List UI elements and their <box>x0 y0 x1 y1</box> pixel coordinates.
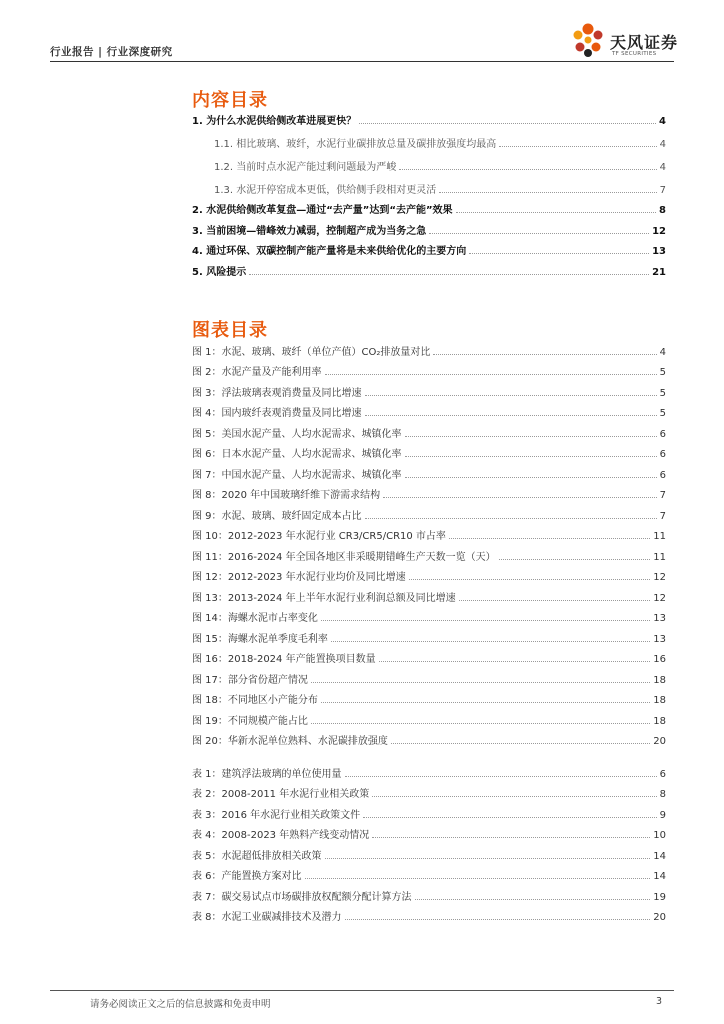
figure-entry[interactable] <box>192 460 666 481</box>
entry-page-number: 13 <box>653 613 666 624</box>
dot-leader <box>405 456 657 457</box>
entry-label: 图 18：不同地区小产能分布 <box>192 695 318 706</box>
figures-list <box>192 337 666 923</box>
figure-entry[interactable] <box>192 337 666 358</box>
entry-page-number: 6 <box>659 768 666 780</box>
toc-entry[interactable] <box>192 150 666 173</box>
dot-leader <box>365 415 657 416</box>
dot-leader <box>439 192 656 193</box>
entry-page-number: 18 <box>653 715 666 727</box>
entry-page-number: 8 <box>659 789 666 800</box>
figure-entry[interactable] <box>192 399 666 420</box>
entry-label: 图 8：2020 年中国玻璃纤维下游需求结构 <box>192 490 381 501</box>
dot-leader <box>325 858 651 859</box>
entry-page-number: 14 <box>653 850 666 862</box>
entry-page-number: 5 <box>659 387 666 399</box>
list-spacer <box>192 747 666 759</box>
entry-page-number: 13 <box>653 633 666 645</box>
table-entry[interactable] <box>192 841 666 862</box>
dot-leader <box>372 837 650 838</box>
toc-entry[interactable] <box>192 216 666 237</box>
entry-page-number: 19 <box>653 891 666 903</box>
dot-leader <box>391 743 650 744</box>
entry-page-number: 11 <box>653 531 666 542</box>
dot-leader <box>359 123 656 124</box>
entry-label: 3. 当前困境—错峰效力减弱，控制超产成为当务之急 <box>192 225 427 237</box>
dot-leader <box>365 518 657 519</box>
entry-page-number: 5 <box>659 367 666 378</box>
dot-leader <box>499 559 651 560</box>
figure-entry[interactable] <box>192 501 666 522</box>
entry-label: 图 9：水泥、玻璃、玻纤固定成本占比 <box>192 510 362 522</box>
dot-leader <box>449 538 650 539</box>
entry-label: 1.2. 当前时点水泥产能过剩问题最为严峻 <box>214 161 397 173</box>
entry-label: 1.3. 水泥开停窑成本更低，供给侧手段相对更灵活 <box>214 184 437 196</box>
entry-page-number: 12 <box>652 225 666 237</box>
toc-entry[interactable] <box>192 196 666 217</box>
entry-page-number: 8 <box>659 205 666 216</box>
logo-name: 天风证券 <box>610 33 679 52</box>
entry-label: 图 14：海螺水泥市占率变化 <box>192 613 318 624</box>
dot-leader <box>405 477 657 478</box>
figure-entry[interactable] <box>192 706 666 727</box>
figure-entry[interactable] <box>192 440 666 461</box>
dot-leader <box>459 600 651 601</box>
entry-page-number: 18 <box>653 695 666 706</box>
table-entry[interactable] <box>192 780 666 801</box>
table-entry[interactable] <box>192 882 666 903</box>
figure-entry[interactable] <box>192 727 666 748</box>
logo-english-name: TF SECURITIES <box>612 51 657 57</box>
entry-page-number: 6 <box>659 469 666 481</box>
figure-entry[interactable] <box>192 522 666 543</box>
entry-page-number: 4 <box>659 161 666 173</box>
entry-label: 图 17：部分省份超产情况 <box>192 674 308 686</box>
contents-list <box>192 106 666 278</box>
entry-label: 图 10：2012-2023 年水泥行业 CR3/CR5/CR10 市占率 <box>192 531 446 542</box>
entry-label: 图 12：2012-2023 年水泥行业均价及同比增速 <box>192 572 406 583</box>
table-entry[interactable] <box>192 903 666 924</box>
figure-entry[interactable] <box>192 686 666 707</box>
entry-label: 图 3：浮法玻璃表观消费量及同比增速 <box>192 387 362 399</box>
figure-entry[interactable] <box>192 604 666 625</box>
dot-leader <box>372 796 656 797</box>
dot-leader <box>415 899 651 900</box>
entry-label: 表 6：产能置换方案对比 <box>192 871 302 882</box>
header-divider <box>50 61 674 62</box>
dot-leader <box>433 354 656 355</box>
dot-leader <box>469 253 649 254</box>
entry-label: 表 3：2016 年水泥行业相关政策文件 <box>192 809 361 821</box>
entry-page-number: 11 <box>653 551 666 563</box>
toc-entry[interactable] <box>192 237 666 258</box>
toc-entry[interactable] <box>192 106 666 127</box>
entry-page-number: 4 <box>659 115 666 127</box>
entry-page-number: 6 <box>659 449 666 460</box>
entry-label: 表 5：水泥超低排放相关政策 <box>192 850 322 862</box>
entry-label: 图 4：国内玻纤表观消费量及同比增速 <box>192 408 362 419</box>
entry-label: 图 2：水泥产量及产能利用率 <box>192 367 322 378</box>
dot-leader <box>345 776 657 777</box>
dot-leader <box>325 374 657 375</box>
figure-entry[interactable] <box>192 645 666 666</box>
figure-entry[interactable] <box>192 358 666 379</box>
entry-page-number: 7 <box>659 184 666 196</box>
entry-label: 图 6：日本水泥产量、人均水泥需求、城镇化率 <box>192 449 402 460</box>
entry-page-number: 7 <box>659 510 666 522</box>
dot-leader <box>429 233 649 234</box>
toc-title: 内容目录 <box>192 90 268 111</box>
entry-page-number: 12 <box>653 572 666 583</box>
dot-leader <box>409 579 651 580</box>
entry-page-number: 7 <box>659 490 666 501</box>
entry-page-number: 9 <box>659 809 666 821</box>
entry-label: 表 1：建筑浮法玻璃的单位使用量 <box>192 768 342 780</box>
dot-leader <box>331 641 650 642</box>
entry-label: 图 5：美国水泥产量、人均水泥需求、城镇化率 <box>192 428 402 440</box>
entry-label: 表 2：2008-2011 年水泥行业相关政策 <box>192 789 370 800</box>
toc-entry[interactable] <box>192 257 666 278</box>
entry-page-number: 21 <box>652 266 666 278</box>
dot-leader <box>249 274 649 275</box>
entry-page-number: 18 <box>653 674 666 686</box>
entry-label: 图 11：2016-2024 年全国各地区非采暖期错峰生产天数一览（天） <box>192 551 496 563</box>
dot-leader <box>365 395 657 396</box>
company-logo <box>568 20 678 60</box>
figure-entry[interactable] <box>192 583 666 604</box>
entry-page-number: 16 <box>653 654 666 665</box>
figure-entry[interactable] <box>192 624 666 645</box>
dot-leader <box>305 878 651 879</box>
dot-leader <box>345 919 651 920</box>
entry-label: 图 16：2018-2024 年产能置换项目数量 <box>192 654 376 665</box>
dot-leader <box>499 146 656 147</box>
entry-label: 5. 风险提示 <box>192 266 247 278</box>
table-entry[interactable] <box>192 821 666 842</box>
entry-label: 1. 为什么水泥供给侧改革进展更快？ <box>192 115 357 127</box>
entry-label: 图 7：中国水泥产量、人均水泥需求、城镇化率 <box>192 469 402 481</box>
entry-label: 图 1：水泥、玻璃、玻纤（单位产值）CO₂排放量对比 <box>192 346 431 358</box>
toc-entry[interactable] <box>192 127 666 150</box>
page-number: 3 <box>656 996 663 1007</box>
dot-leader <box>311 682 650 683</box>
entry-page-number: 12 <box>653 592 666 604</box>
entry-page-number: 6 <box>659 428 666 440</box>
dot-leader <box>456 212 657 213</box>
table-entry[interactable] <box>192 759 666 780</box>
table-entry[interactable] <box>192 862 666 883</box>
figure-entry[interactable] <box>192 481 666 502</box>
entry-label: 表 4：2008-2023 年熟料产线变动情况 <box>192 830 370 841</box>
dot-leader <box>363 817 656 818</box>
entry-page-number: 20 <box>653 736 666 747</box>
footer-disclaimer: 请务必阅读正文之后的信息披露和免责申明 <box>90 999 271 1010</box>
dot-leader <box>321 702 650 703</box>
figure-entry[interactable] <box>192 665 666 686</box>
dot-leader <box>379 661 651 662</box>
entry-label: 表 7：碳交易试点市场碳排放权配额分配计算方法 <box>192 891 412 903</box>
entry-page-number: 4 <box>659 346 666 358</box>
entry-page-number: 14 <box>653 871 666 882</box>
figure-entry[interactable] <box>192 563 666 584</box>
entry-label: 图 15：海螺水泥单季度毛利率 <box>192 633 328 645</box>
entry-label: 图 20：华新水泥单位熟料、水泥碳排放强度 <box>192 736 388 747</box>
figure-entry[interactable] <box>192 378 666 399</box>
logo-flower-icon <box>568 20 608 60</box>
toc-entry[interactable] <box>192 173 666 196</box>
entry-page-number: 10 <box>653 830 666 841</box>
entry-page-number: 5 <box>659 408 666 419</box>
dot-leader <box>321 620 650 621</box>
entry-page-number: 13 <box>652 246 666 257</box>
figure-entry[interactable] <box>192 542 666 563</box>
dot-leader <box>383 497 656 498</box>
entry-label: 4. 通过环保、双碳控制产能产量将是未来供给优化的主要方向 <box>192 246 467 257</box>
table-entry[interactable] <box>192 800 666 821</box>
dot-leader <box>311 723 650 724</box>
footer-divider <box>50 990 674 991</box>
entry-label: 2. 水泥供给侧改革复盘—通过“去产量”达到“去产能”效果 <box>192 205 453 216</box>
entry-label: 1.1. 相比玻璃、玻纤，水泥行业碳排放总量及碳排放强度均最高 <box>214 138 497 150</box>
report-category: 行业报告 | 行业深度研究 <box>50 46 173 58</box>
dot-leader <box>399 169 656 170</box>
entry-page-number: 20 <box>653 912 666 923</box>
entry-label: 图 19：不同规模产能占比 <box>192 715 308 727</box>
entry-page-number: 4 <box>659 138 666 150</box>
entry-label: 图 13：2013-2024 年上半年水泥行业利润总额及同比增速 <box>192 592 456 604</box>
figures-title: 图表目录 <box>192 320 268 341</box>
figure-entry[interactable] <box>192 419 666 440</box>
dot-leader <box>405 436 657 437</box>
entry-label: 表 8：水泥工业碳减排技术及潜力 <box>192 912 342 923</box>
